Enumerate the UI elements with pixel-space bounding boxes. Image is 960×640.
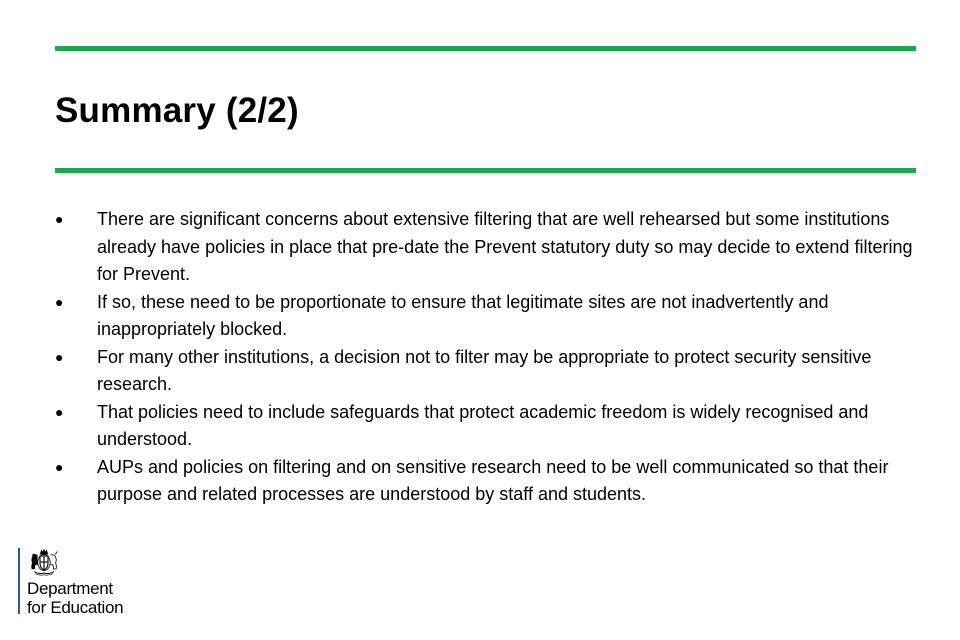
bullet-icon: ●	[55, 458, 64, 475]
top-green-rule	[55, 46, 916, 51]
bullet-icon: ●	[55, 293, 64, 310]
bullet-text: There are significant concerns about extensive filtering that are well rehearsed but some institutions already have policies in place that pre-date the Prevent statutory duty so may decide to extend filtering for Prevent.	[97, 209, 913, 284]
slide-title: Summary (2/2)	[55, 91, 299, 130]
bullet-icon: ●	[55, 403, 64, 420]
list-item	[55, 454, 915, 509]
royal-coat-of-arms-icon	[28, 549, 60, 576]
bullet-text: That policies need to include safeguards that protect academic freedom is widely recognised and understood.	[97, 401, 869, 449]
bullet-text: For many other institutions, a decision not to filter may be appropriate to protect security sensitive research.	[97, 346, 872, 394]
bullet-text: If so, these need to be proportionate to ensure that legitimate sites are not inadvertently and inappropriately blocked.	[97, 291, 829, 339]
bullet-text: AUPs and policies on filtering and on sensitive research need to be well communicated so that their purpose and related processes are understood by staff and students.	[97, 456, 889, 504]
list-item	[55, 344, 915, 399]
summary-bullet-list	[55, 206, 915, 509]
title-underline-rule	[55, 168, 916, 173]
logo-text-line2: for Education	[27, 598, 124, 617]
bullet-icon: ●	[55, 348, 64, 365]
logo-text-line1: Department	[27, 579, 113, 598]
bullet-icon: ●	[55, 211, 64, 227]
list-item	[55, 399, 915, 454]
list-item	[55, 289, 915, 344]
list-item	[55, 206, 915, 289]
department-for-education-logo	[18, 548, 158, 618]
logo-text	[27, 579, 123, 617]
logo-accent-bar	[18, 548, 20, 614]
